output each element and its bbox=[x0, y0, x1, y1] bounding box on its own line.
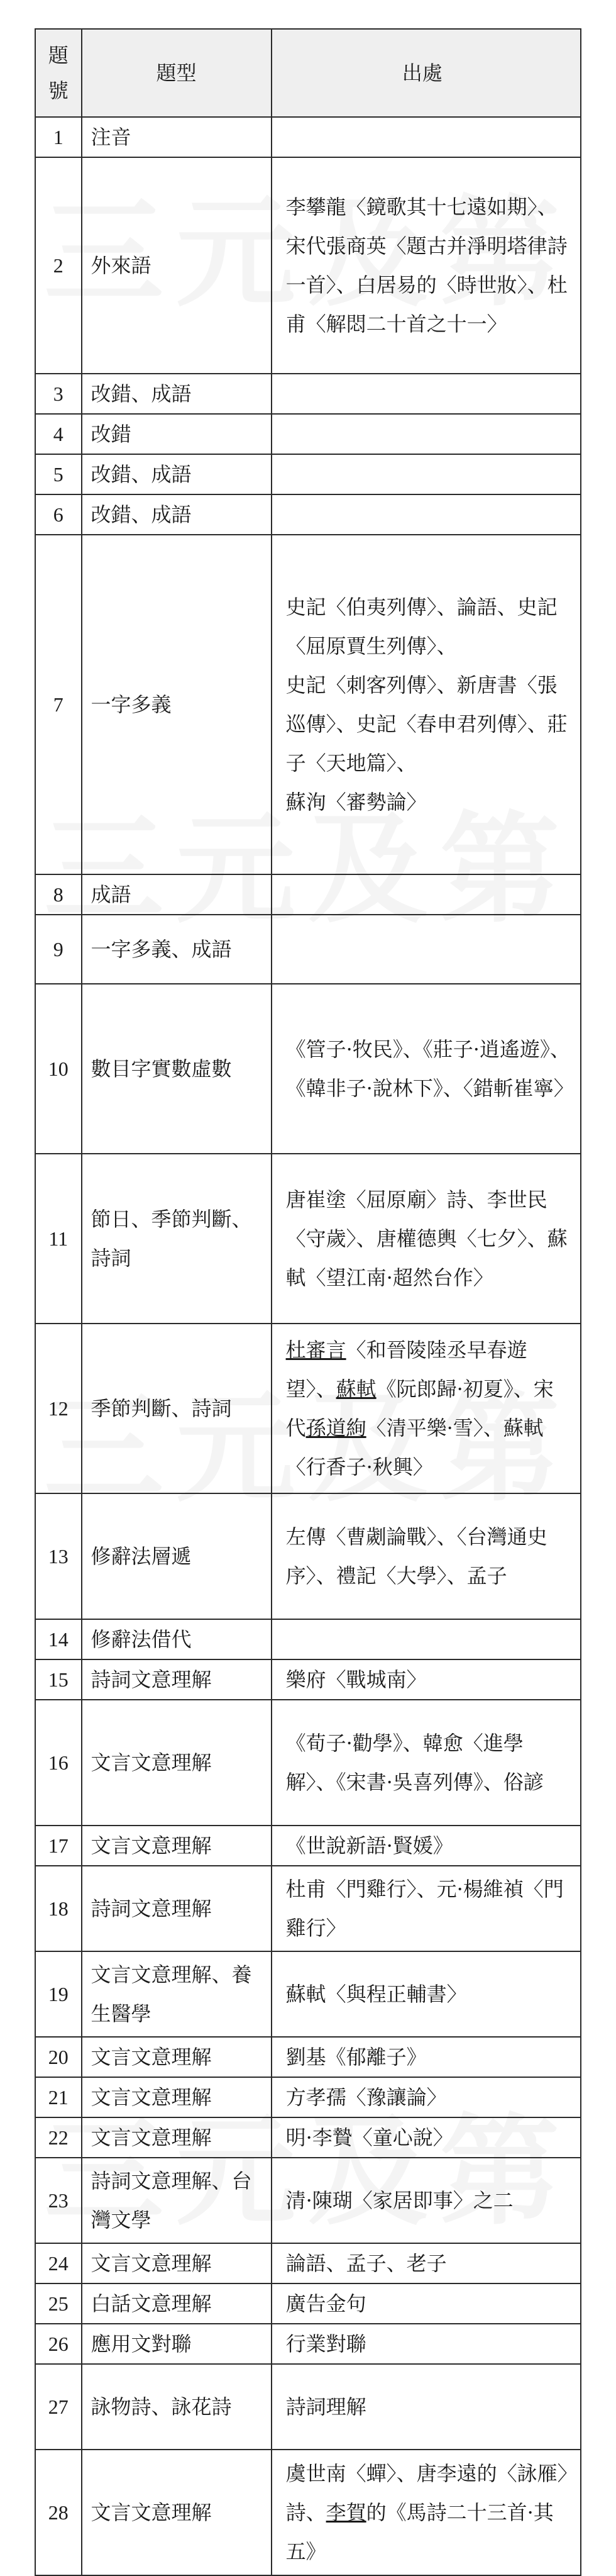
table-row bbox=[35, 1700, 581, 1826]
question-type-cell: 文言文意理解 bbox=[82, 2450, 272, 2575]
table-row bbox=[35, 1951, 581, 2037]
question-number-cell: 15 bbox=[35, 1659, 82, 1700]
question-type-cell: 文言文意理解 bbox=[82, 1826, 272, 1866]
source-cell bbox=[272, 494, 581, 535]
header-no-text: 題 號 bbox=[48, 43, 69, 103]
question-number-cell: 25 bbox=[35, 2283, 82, 2324]
question-type-cell: 文言文意理解 bbox=[82, 2077, 272, 2117]
question-type-cell: 白話文意理解 bbox=[82, 2283, 272, 2324]
question-type-cell: 一字多義、成語 bbox=[82, 915, 272, 984]
table-row bbox=[35, 2243, 581, 2283]
table-row bbox=[35, 984, 581, 1154]
source-cell: 論語、孟子、老子 bbox=[272, 2243, 581, 2283]
question-number-cell: 27 bbox=[35, 2364, 82, 2450]
source-cell: 方孝孺〈豫讓論〉 bbox=[272, 2077, 581, 2117]
question-number-cell: 28 bbox=[35, 2450, 82, 2575]
question-number-cell: 9 bbox=[35, 915, 82, 984]
table-row bbox=[35, 1493, 581, 1619]
source-cell: 明·李贄〈童心說〉 bbox=[272, 2117, 581, 2158]
question-type-cell: 外來語 bbox=[82, 157, 272, 374]
table-row bbox=[35, 2324, 581, 2364]
question-type-cell: 改錯 bbox=[82, 414, 272, 454]
table-row bbox=[35, 2117, 581, 2158]
source-cell: 蘇軾〈與程正輔書〉 bbox=[272, 1951, 581, 2037]
question-type-cell: 成語 bbox=[82, 874, 272, 915]
table-row bbox=[35, 1154, 581, 1324]
table-row bbox=[35, 2158, 581, 2243]
source-cell: 史記〈伯夷列傳〉、論語、史記〈屈原賈生列傳〉、 史記〈刺客列傳〉、新唐書〈張巡傳〉、史記〈春申君列傳〉、莊子〈天地篇〉、 蘇洵〈審勢論〉 bbox=[272, 535, 581, 874]
question-number-cell: 14 bbox=[35, 1619, 82, 1659]
table-row bbox=[35, 414, 581, 454]
question-type-cell: 文言文意理解、養生醫學 bbox=[82, 1951, 272, 2037]
table-row bbox=[35, 2364, 581, 2450]
source-cell bbox=[272, 454, 581, 494]
source-cell: 樂府〈戰城南〉 bbox=[272, 1659, 581, 1700]
question-number-cell: 5 bbox=[35, 454, 82, 494]
table-row bbox=[35, 2283, 581, 2324]
question-number-cell: 3 bbox=[35, 374, 82, 414]
table-row bbox=[35, 1659, 581, 1700]
question-number-cell: 21 bbox=[35, 2077, 82, 2117]
source-cell: 杜審言〈和晉陵陸丞早春遊望〉、蘇軾《阮郎歸·初夏》、宋代孫道絢〈清平樂·雪〉、蘇軾〈行香子·秋興〉 bbox=[272, 1324, 581, 1493]
header-source: 出處 bbox=[272, 29, 581, 117]
question-number-cell: 6 bbox=[35, 494, 82, 535]
question-type-cell: 詩詞文意理解 bbox=[82, 1659, 272, 1700]
table-row bbox=[35, 1619, 581, 1659]
question-type-cell: 季節判斷、詩詞 bbox=[82, 1324, 272, 1493]
question-type-cell: 改錯、成語 bbox=[82, 494, 272, 535]
question-type-cell: 節日、季節判斷、詩詞 bbox=[82, 1154, 272, 1324]
table-row bbox=[35, 1826, 581, 1866]
source-cell: 唐崔塗〈屈原廟〉詩、李世民〈守歲〉、唐權德輿〈七夕〉、蘇軾〈望江南·超然台作〉 bbox=[272, 1154, 581, 1324]
source-cell: 左傳〈曹劌論戰〉、〈台灣通史序〉、禮記〈大學〉、孟子 bbox=[272, 1493, 581, 1619]
question-type-cell: 文言文意理解 bbox=[82, 2117, 272, 2158]
source-cell: 虞世南〈蟬〉、唐李遠的〈詠雁〉詩、李賀的《馬詩二十三首·其五》 bbox=[272, 2450, 581, 2575]
question-number-cell: 20 bbox=[35, 2037, 82, 2077]
question-type-cell: 詩詞文意理解、台灣文學 bbox=[82, 2158, 272, 2243]
question-number-cell: 24 bbox=[35, 2243, 82, 2283]
question-type-cell: 詩詞文意理解 bbox=[82, 1866, 272, 1951]
source-cell: 《荀子·勸學》、韓愈〈進學解〉、《宋書·吳喜列傳》、俗諺 bbox=[272, 1700, 581, 1826]
question-type-cell: 改錯、成語 bbox=[82, 374, 272, 414]
question-number-cell: 1 bbox=[35, 117, 82, 157]
table-row bbox=[35, 117, 581, 157]
source-cell bbox=[272, 874, 581, 915]
source-cell: 詩詞理解 bbox=[272, 2364, 581, 2450]
header-question-number bbox=[35, 29, 82, 117]
question-number-cell: 11 bbox=[35, 1154, 82, 1324]
question-number-cell: 12 bbox=[35, 1324, 82, 1493]
table-row bbox=[35, 374, 581, 414]
source-cell: 《管子·牧民》、《莊子·逍遙遊》、《韓非子·說林下》、〈錯斬崔寧〉 bbox=[272, 984, 581, 1154]
table-header-row bbox=[35, 29, 581, 117]
table-row bbox=[35, 494, 581, 535]
exam-analysis-table bbox=[35, 28, 581, 2576]
source-cell: 劉基《郁離子》 bbox=[272, 2037, 581, 2077]
table-row bbox=[35, 915, 581, 984]
source-cell bbox=[272, 374, 581, 414]
question-number-cell: 22 bbox=[35, 2117, 82, 2158]
question-type-cell: 文言文意理解 bbox=[82, 2037, 272, 2077]
source-cell: 行業對聯 bbox=[272, 2324, 581, 2364]
question-type-cell: 改錯、成語 bbox=[82, 454, 272, 494]
question-type-cell: 應用文對聯 bbox=[82, 2324, 272, 2364]
question-type-cell: 詠物詩、詠花詩 bbox=[82, 2364, 272, 2450]
source-cell: 清·陳瑚〈家居即事〉之二 bbox=[272, 2158, 581, 2243]
question-number-cell: 17 bbox=[35, 1826, 82, 1866]
question-number-cell: 7 bbox=[35, 535, 82, 874]
question-number-cell: 2 bbox=[35, 157, 82, 374]
question-type-cell: 修辭法層遞 bbox=[82, 1493, 272, 1619]
question-number-cell: 16 bbox=[35, 1700, 82, 1826]
table-row bbox=[35, 1324, 581, 1493]
question-type-cell: 數目字實數虛數 bbox=[82, 984, 272, 1154]
table-row bbox=[35, 2037, 581, 2077]
source-cell: 廣告金句 bbox=[272, 2283, 581, 2324]
question-number-cell: 8 bbox=[35, 874, 82, 915]
table-row bbox=[35, 157, 581, 374]
table-row bbox=[35, 535, 581, 874]
question-number-cell: 13 bbox=[35, 1493, 82, 1619]
question-type-cell: 一字多義 bbox=[82, 535, 272, 874]
question-type-cell: 修辭法借代 bbox=[82, 1619, 272, 1659]
source-cell: 《世說新語·賢媛》 bbox=[272, 1826, 581, 1866]
source-cell bbox=[272, 117, 581, 157]
table-row bbox=[35, 874, 581, 915]
table-body bbox=[35, 117, 581, 2575]
question-number-cell: 10 bbox=[35, 984, 82, 1154]
question-number-cell: 19 bbox=[35, 1951, 82, 2037]
question-number-cell: 4 bbox=[35, 414, 82, 454]
question-number-cell: 18 bbox=[35, 1866, 82, 1951]
question-type-cell: 文言文意理解 bbox=[82, 2243, 272, 2283]
source-cell: 李攀龍〈鏡歌其十七遠如期〉、宋代張商英〈題古并淨明塔律詩一首〉、白居易的〈時世妝〉、杜甫〈解悶二十首之十一〉 bbox=[272, 157, 581, 374]
source-cell: 杜甫〈門雞行〉、元·楊維禎〈門雞行〉 bbox=[272, 1866, 581, 1951]
question-number-cell: 26 bbox=[35, 2324, 82, 2364]
table-row bbox=[35, 1866, 581, 1951]
table-row bbox=[35, 454, 581, 494]
source-cell bbox=[272, 414, 581, 454]
header-question-type: 題型 bbox=[82, 29, 272, 117]
table-row bbox=[35, 2077, 581, 2117]
question-number-cell: 23 bbox=[35, 2158, 82, 2243]
question-type-cell: 注音 bbox=[82, 117, 272, 157]
table-row bbox=[35, 2450, 581, 2575]
question-type-cell: 文言文意理解 bbox=[82, 1700, 272, 1826]
source-cell bbox=[272, 915, 581, 984]
source-cell bbox=[272, 1619, 581, 1659]
